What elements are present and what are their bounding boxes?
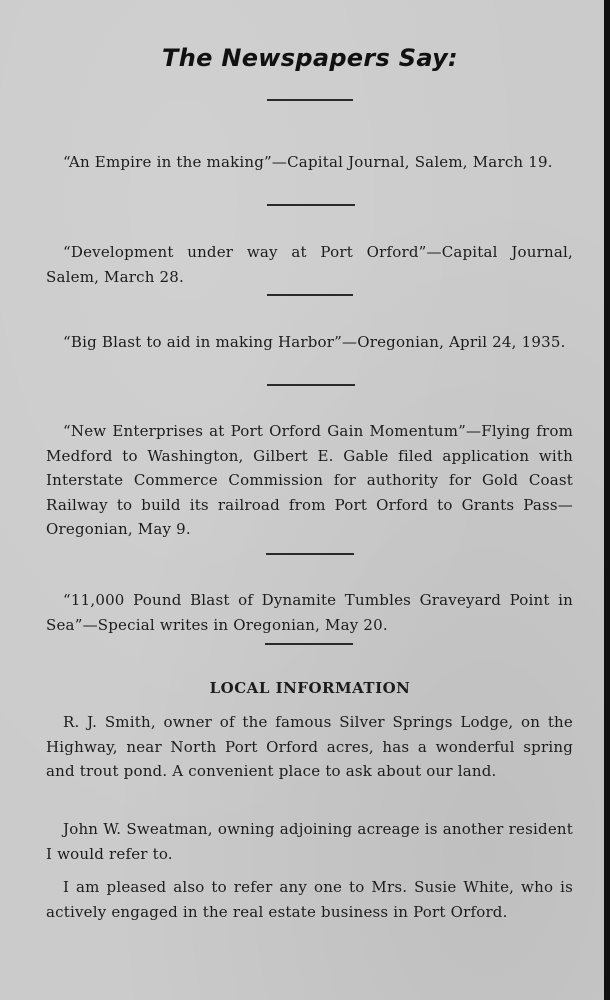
quote-paragraph — [46, 240, 573, 289]
quote-paragraph — [46, 330, 573, 355]
local-text: John W. Sweatman, owning adjoining acreage is another resident I would refer to. — [46, 820, 573, 863]
local-text: I am pleased also to refer any one to Mrs. Susie White, who is actively engaged in the real estate business in Port Orford. — [46, 878, 573, 921]
divider — [267, 384, 355, 386]
local-text: R. J. Smith, owner of the famous Silver Springs Lodge, on the Highway, near North Port Orford acres, has a wonderful spring and trout pond. A convenient place to ask about our land. — [46, 713, 573, 780]
quote-text: “Big Blast to aid in making Harbor”—Oregonian, April 24, 1935. — [63, 333, 566, 351]
divider — [265, 643, 353, 645]
local-paragraph — [46, 710, 573, 784]
local-paragraph — [46, 875, 573, 924]
quote-paragraph — [46, 588, 573, 637]
divider — [267, 99, 353, 101]
divider — [267, 294, 353, 296]
quote-paragraph — [46, 150, 573, 175]
quote-paragraph — [46, 419, 573, 542]
divider — [267, 204, 355, 206]
quote-text: “Development under way at Port Orford”—Capital Journal, Salem, March 28. — [46, 243, 573, 286]
quote-text: “An Empire in the making”—Capital Journal, Salem, March 19. — [63, 153, 553, 171]
divider — [266, 553, 354, 555]
quote-text: “New Enterprises at Port Orford Gain Momentum”—Flying from Medford to Washington, Gilbert E. Gable filed application with Interstate Commerce Commission for authority for Gold Coast Railway to build its railroad from Port Orford to Grants Pass—Oregonian, May 9. — [46, 422, 573, 538]
section-title: LOCAL INFORMATION — [209, 679, 411, 697]
page-title: The Newspapers Say: — [162, 44, 458, 72]
local-paragraph — [46, 817, 573, 866]
page-edge — [604, 0, 610, 1000]
quote-text: “11,000 Pound Blast of Dynamite Tumbles Graveyard Point in Sea”—Special writes in Oregonian, May 20. — [46, 591, 573, 634]
